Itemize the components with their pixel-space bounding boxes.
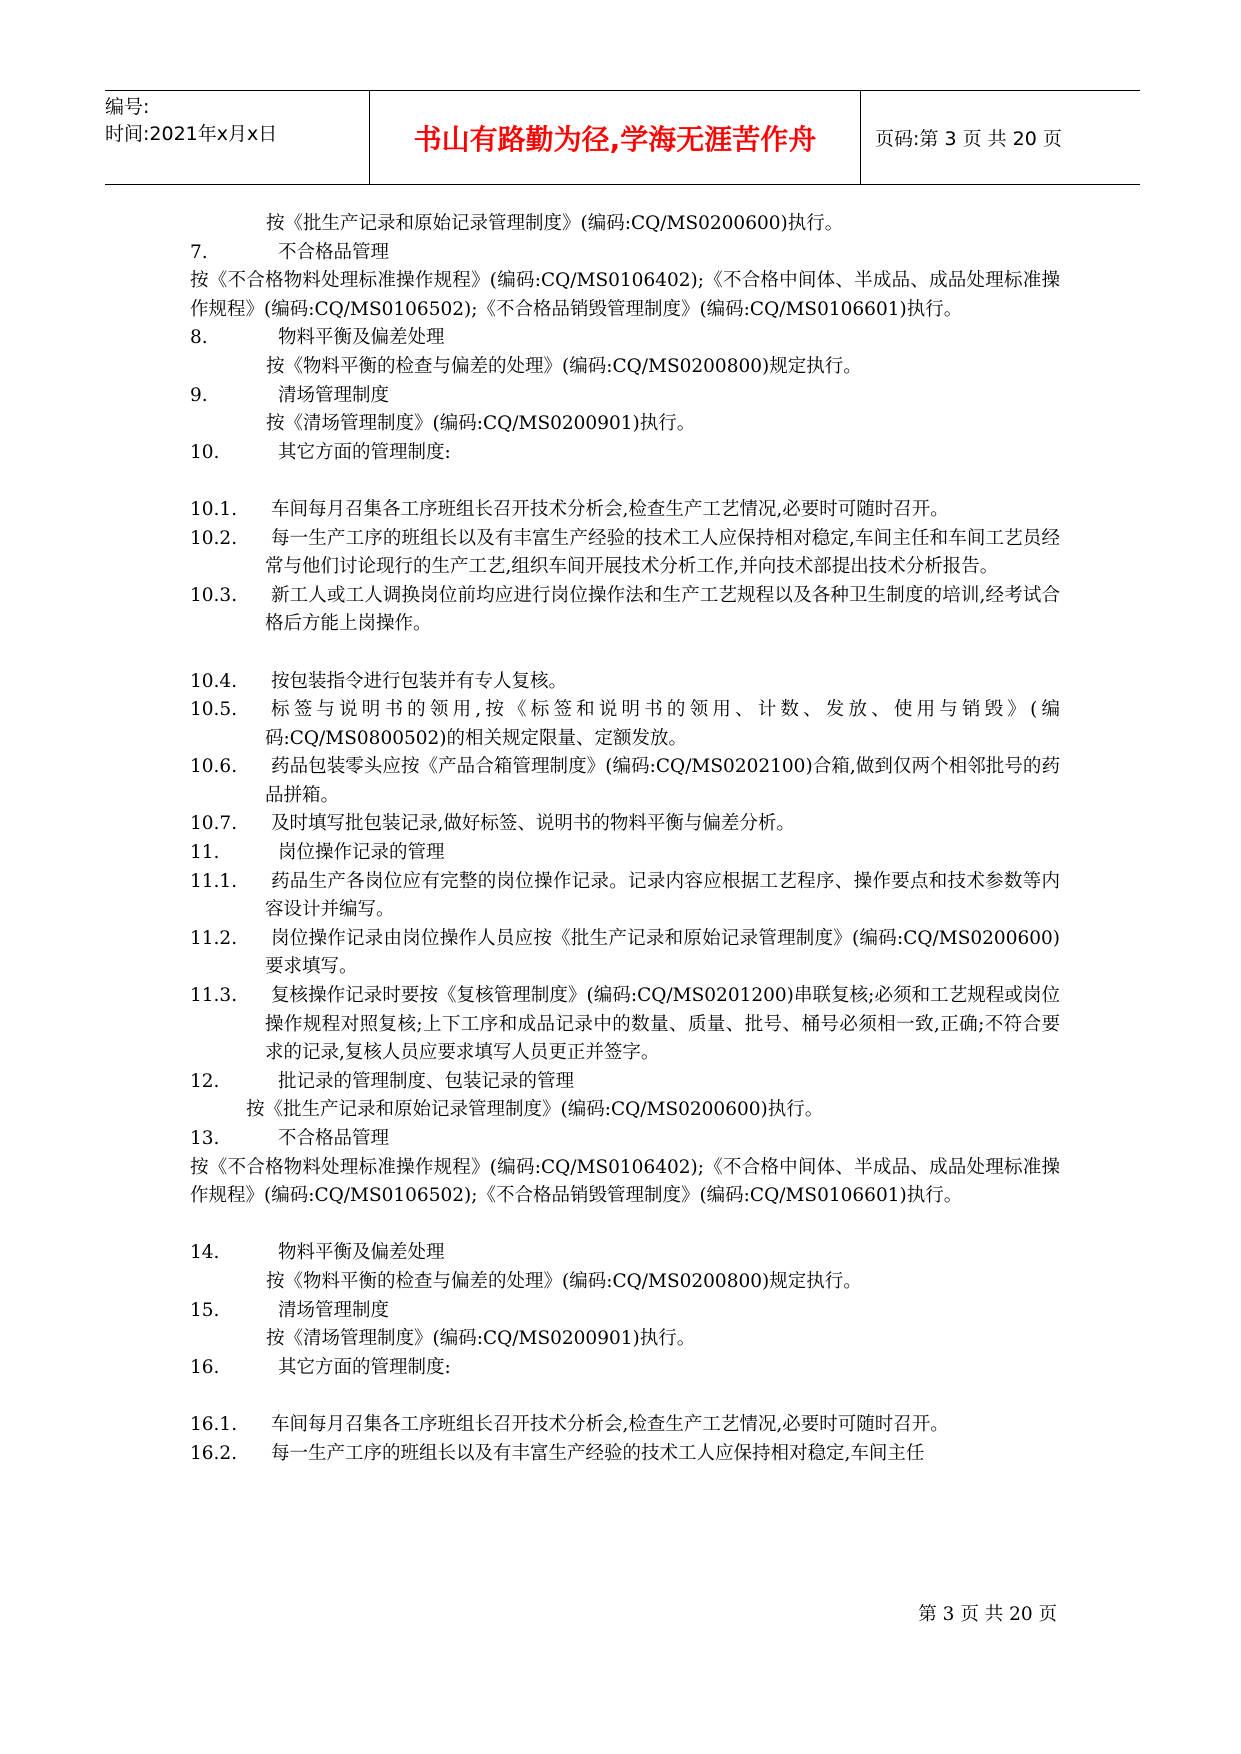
section-number: 10.2. <box>190 527 238 549</box>
section-heading <box>190 1125 1060 1154</box>
subsection-text: 药品生产各岗位应有完整的岗位操作记录。记录内容应根据工艺程序、操作要点和技术参数等内容设计并编写。 <box>265 870 1060 921</box>
section-number: 7. <box>190 241 208 263</box>
blank-line <box>190 639 1060 668</box>
paragraph-text: 按《清场管理制度》(编码:CQ/MS0200901)执行。 <box>266 413 696 435</box>
section-heading <box>190 1297 1060 1326</box>
subsection-text: 标签与说明书的领用,按《标签和说明书的领用、计数、发放、使用与销毁》(编码:CQ/MS0800502)的相关规定限量、定额发放。 <box>265 699 1060 749</box>
subsection-paragraph <box>190 668 1060 697</box>
subsection-paragraph <box>190 1411 1060 1440</box>
paragraph-text: 按《清场管理制度》(编码:CQ/MS0200901)执行。 <box>266 1328 696 1350</box>
subsection-paragraph <box>190 696 1060 753</box>
header-page-label: 页码:第 3 页 共 20 页 <box>875 128 1062 150</box>
section-heading-text: 其它方面的管理制度: <box>278 1356 451 1378</box>
section-number: 10.6. <box>190 756 238 778</box>
subsection-text: 药品包装零头应按《产品合箱管理制度》(编码:CQ/MS0202100)合箱,做到仅两个相邻批号的药品拼箱。 <box>265 756 1060 806</box>
section-number: 11.1. <box>190 870 238 892</box>
section-number: 8. <box>190 327 208 349</box>
section-heading-text: 不合格品管理 <box>278 241 390 263</box>
paragraph <box>190 267 1060 324</box>
section-number: 10.3. <box>190 584 238 606</box>
paragraph <box>190 1325 1060 1354</box>
paragraph <box>190 410 1060 439</box>
section-heading-text: 清场管理制度 <box>278 1299 390 1321</box>
document-body <box>190 210 1060 1468</box>
section-heading <box>190 1354 1060 1383</box>
subsection-text: 岗位操作记录由岗位操作人员应按《批生产记录和原始记录管理制度》(编码:CQ/MS0200600)要求填写。 <box>265 927 1060 978</box>
subsection-text: 按包装指令进行包装并有专人复核。 <box>271 670 568 692</box>
document-time-label: 时间:2021年x月x日 <box>105 123 278 145</box>
section-number: 13. <box>190 1128 220 1149</box>
section-number: 11.2. <box>190 927 238 949</box>
section-number: 10. <box>190 441 220 463</box>
header-motto: 书山有路勤为径,学海无涯苦作舟 <box>370 91 861 184</box>
section-number: 16.2. <box>190 1442 238 1464</box>
subsection-paragraph <box>190 496 1060 525</box>
section-heading-text: 岗位操作记录的管理 <box>278 842 445 864</box>
paragraph-text: 按《不合格物料处理标准操作规程》(编码:CQ/MS0106402);《不合格中间体、半成品、成品处理标准操作规程》(编码:CQ/MS0106502);《不合格品销毁管理制度》(编码:CQ/MS0106601)执行。 <box>190 270 1060 320</box>
paragraph <box>190 210 1060 239</box>
section-number: 10.1. <box>190 498 238 520</box>
document-header <box>105 90 1140 185</box>
blank-line <box>190 1211 1060 1240</box>
subsection-paragraph <box>190 982 1060 1068</box>
subsection-paragraph <box>190 582 1060 639</box>
blank-line <box>190 467 1060 496</box>
section-heading-text: 其它方面的管理制度: <box>278 441 451 463</box>
paragraph <box>190 1154 1060 1211</box>
section-number: 15. <box>190 1299 220 1321</box>
section-heading <box>190 324 1060 353</box>
document-number-label: 编号: <box>105 96 150 118</box>
header-meta <box>105 91 370 184</box>
section-number: 10.4. <box>190 670 238 692</box>
paragraph-text: 按《批生产记录和原始记录管理制度》(编码:CQ/MS0200600)执行。 <box>266 213 844 234</box>
subsection-paragraph <box>190 525 1060 582</box>
section-heading <box>190 239 1060 268</box>
paragraph-text: 按《不合格物料处理标准操作规程》(编码:CQ/MS0106402);《不合格中间体、半成品、成品处理标准操作规程》(编码:CQ/MS0106502);《不合格品销毁管理制度》(编码:CQ/MS0106601)执行。 <box>190 1156 1060 1207</box>
section-number: 14. <box>190 1242 220 1264</box>
subsection-text: 每一生产工序的班组长以及有丰富生产经验的技术工人应保持相对稳定,车间主任和车间工艺员经常与他们讨论现行的生产工艺,组织车间开展技术分析工作,并向技术部提出技术分析报告。 <box>265 527 1060 578</box>
subsection-text: 复核操作记录时要按《复核管理制度》(编码:CQ/MS0201200)串联复核;必须和工艺规程或岗位操作规程对照复核;上下工序和成品记录中的数量、质量、批号、桶号必须相一致,正确;不符合要求的记录,复核人员应要求填写人员更正并签字。 <box>265 985 1060 1064</box>
subsection-paragraph <box>190 1440 1060 1469</box>
section-heading <box>190 439 1060 468</box>
section-number: 16. <box>190 1356 220 1378</box>
page-footer: 第 3 页 共 20 页 <box>918 1604 1057 1625</box>
paragraph-text: 按《批生产记录和原始记录管理制度》(编码:CQ/MS0200600)执行。 <box>246 1099 824 1121</box>
subsection-paragraph <box>190 753 1060 810</box>
section-number: 11.3. <box>190 985 238 1007</box>
section-heading-text: 批记录的管理制度、包装记录的管理 <box>278 1070 575 1092</box>
section-heading <box>190 382 1060 411</box>
paragraph <box>190 353 1060 382</box>
subsection-text: 车间每月召集各工序班组长召开技术分析会,检查生产工艺情况,必要时可随时召开。 <box>271 498 949 520</box>
section-number: 16.1. <box>190 1413 238 1435</box>
section-heading-text: 不合格品管理 <box>278 1128 390 1149</box>
blank-line <box>190 1382 1060 1411</box>
section-heading <box>190 1068 1060 1097</box>
section-number: 9. <box>190 384 208 406</box>
subsection-text: 每一生产工序的班组长以及有丰富生产经验的技术工人应保持相对稳定,车间主任 <box>271 1442 925 1464</box>
section-heading-text: 清场管理制度 <box>278 384 390 406</box>
section-heading-text: 物料平衡及偏差处理 <box>278 1242 445 1264</box>
paragraph-text: 按《物料平衡的检查与偏差的处理》(编码:CQ/MS0200800)规定执行。 <box>266 355 862 377</box>
section-number: 12. <box>190 1070 220 1092</box>
subsection-text: 及时填写批包装记录,做好标签、说明书的物料平衡与偏差分析。 <box>271 813 795 835</box>
section-heading <box>190 839 1060 868</box>
section-heading-text: 物料平衡及偏差处理 <box>278 327 445 349</box>
subsection-text: 新工人或工人调换岗位前均应进行岗位操作法和生产工艺规程以及各种卫生制度的培训,经考试合格后方能上岗操作。 <box>265 584 1060 635</box>
subsection-paragraph <box>190 925 1060 982</box>
subsection-paragraph <box>190 810 1060 839</box>
section-heading <box>190 1239 1060 1268</box>
section-number: 11. <box>190 842 220 864</box>
paragraph <box>190 1268 1060 1297</box>
subsection-text: 车间每月召集各工序班组长召开技术分析会,检查生产工艺情况,必要时可随时召开。 <box>271 1413 949 1435</box>
paragraph <box>190 1096 1060 1125</box>
section-number: 10.7. <box>190 813 238 835</box>
paragraph-text: 按《物料平衡的检查与偏差的处理》(编码:CQ/MS0200800)规定执行。 <box>266 1270 862 1292</box>
subsection-paragraph <box>190 868 1060 925</box>
section-number: 10.5. <box>190 699 238 721</box>
